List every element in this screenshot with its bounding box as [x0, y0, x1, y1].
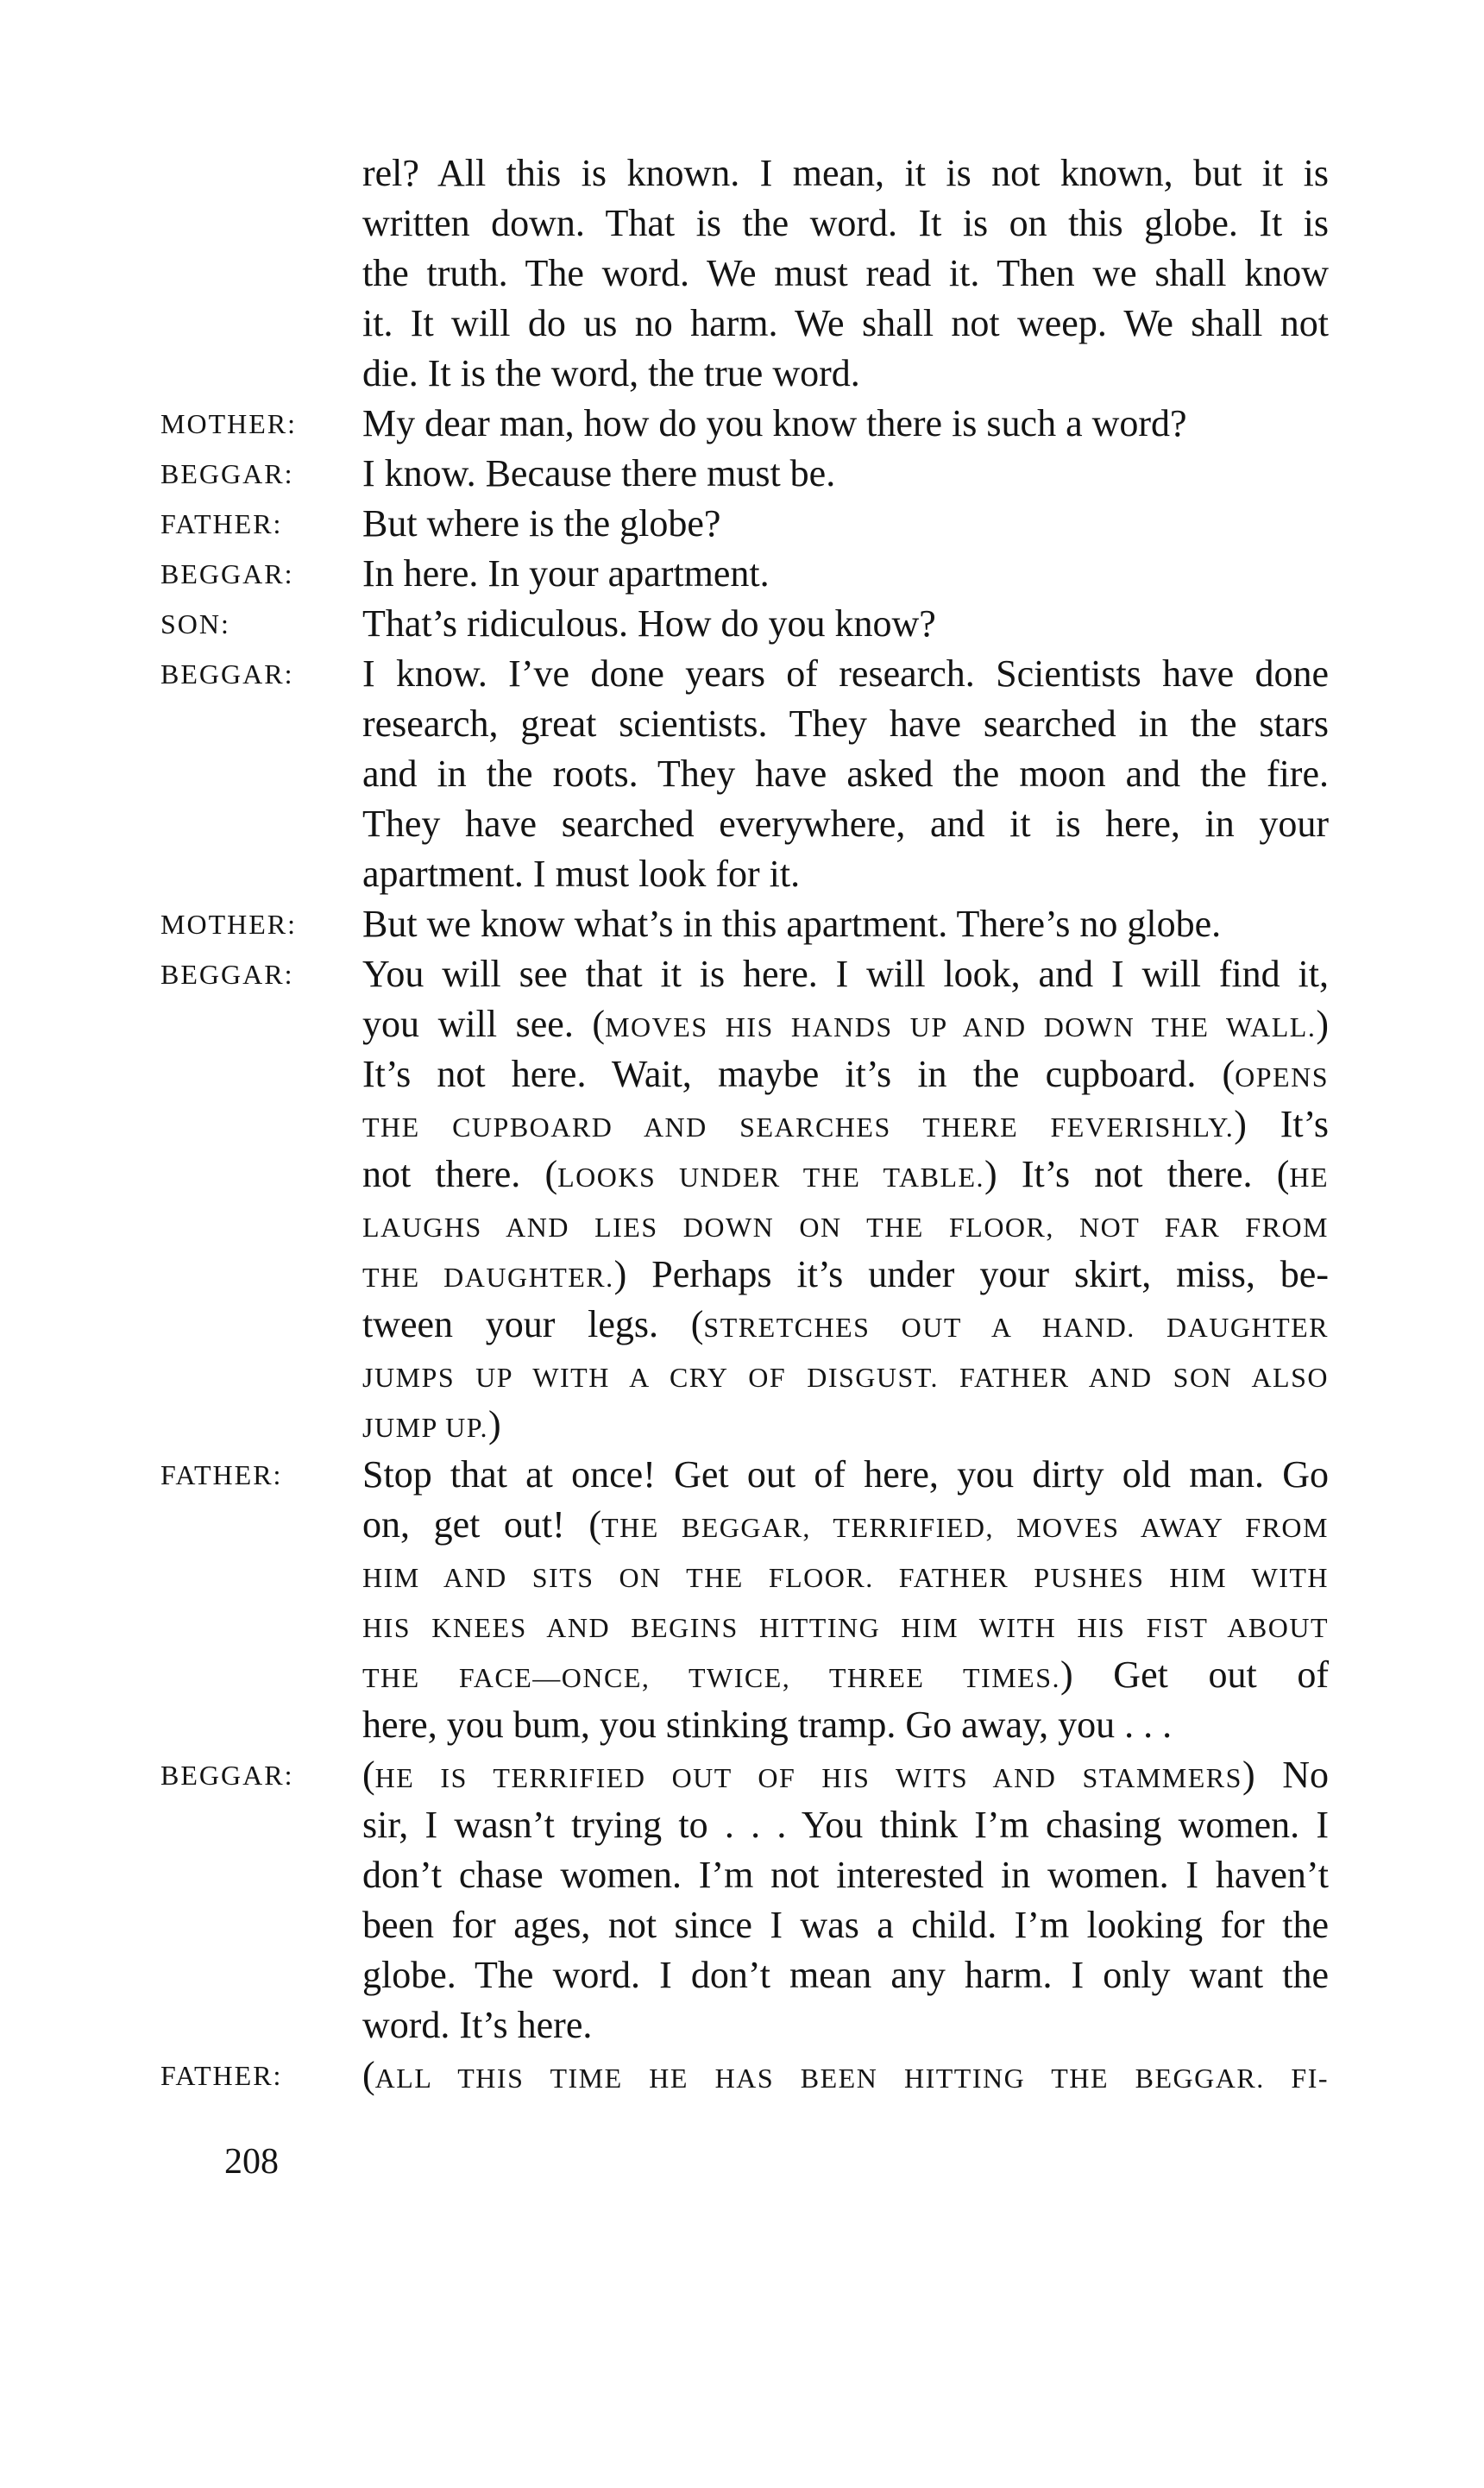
stage-direction: STRETCHES OUT A HAND. DAUGHTER: [703, 1312, 1330, 1343]
spoken-text: That’s ridiculous. How do you know?: [362, 602, 936, 645]
text-line: [362, 1850, 1329, 1900]
text-line: [362, 1950, 1329, 2000]
dialogue-block: [0, 2050, 1484, 2101]
dialogue-block: [0, 949, 1484, 1450]
text-line: [362, 549, 1329, 599]
spoken-text: don’t chase women. I’m not interested in women. I haven’t: [362, 1854, 1329, 1896]
text-line: [362, 1600, 1329, 1650]
stage-direction: LAUGHS AND LIES DOWN ON THE FLOOR, NOT FAR FROM: [362, 1212, 1329, 1243]
spoken-text: ) No: [1242, 1754, 1329, 1796]
dialogue-block: [0, 499, 1484, 549]
spoken-text: ): [1316, 1003, 1329, 1045]
spoken-text: I know. Because there must be.: [362, 452, 836, 494]
text-line: [362, 1250, 1329, 1300]
text-line: [362, 849, 1329, 899]
spoken-text: it. It will do us no harm. We shall not weep. We shall not: [362, 302, 1329, 344]
stage-direction: HE: [1289, 1162, 1329, 1193]
spoken-text: You will see that it is here. I will look, and I will find it,: [362, 953, 1329, 995]
text-line: [362, 148, 1329, 198]
dialogue-block: [0, 899, 1484, 949]
spoken-text: and in the roots. They have asked the moon and the fire.: [362, 753, 1329, 795]
spoken-text: on, get out! (: [362, 1503, 602, 1546]
spoken-text: I know. I’ve done years of research. Scientists have done: [362, 652, 1329, 695]
dialogue-block: [0, 549, 1484, 599]
stage-direction: JUMP UP.: [362, 1412, 488, 1443]
text-line: [362, 449, 1329, 499]
dialogue-text: [362, 148, 1329, 399]
text-line: [362, 599, 1329, 649]
speaker-name: MOTHER:: [160, 408, 297, 439]
text-line: [362, 1750, 1329, 1800]
dialogue-text: [362, 899, 1329, 949]
spoken-text: ) It’s not there. (: [984, 1153, 1290, 1195]
spoken-text: apartment. I must look for it.: [362, 853, 801, 895]
text-line: [362, 799, 1329, 849]
text-line: [362, 299, 1329, 349]
text-line: [362, 699, 1329, 749]
dialogue-block: [0, 449, 1484, 499]
dialogue-text: [362, 949, 1329, 1450]
text-line: [362, 1500, 1329, 1550]
text-line: [362, 198, 1329, 249]
spoken-text: you will see. (: [362, 1003, 606, 1045]
text-line: [362, 1200, 1329, 1250]
page-number: 208: [224, 2142, 279, 2182]
spoken-text: They have searched everywhere, and it is here, in your: [362, 803, 1329, 845]
stage-direction: JUMPS UP WITH A CRY OF DISGUST. FATHER AND SON ALSO: [362, 1362, 1329, 1393]
text-line: [362, 2050, 1329, 2101]
speaker-name: FATHER:: [160, 508, 283, 539]
dialogue-block: [0, 148, 1484, 399]
speaker-name: FATHER:: [160, 2060, 283, 2091]
spoken-text: But we know what’s in this apartment. There’s no globe.: [362, 903, 1222, 945]
spoken-text: (: [362, 2054, 375, 2096]
speaker-name: BEGGAR:: [160, 658, 294, 690]
stage-direction: HIM AND SITS ON THE FLOOR. FATHER PUSHES HIM WITH: [362, 1562, 1329, 1593]
spoken-text: ) Get out of: [1060, 1653, 1330, 1696]
text-line: [362, 749, 1329, 799]
spoken-text: die. It is the word, the true word.: [362, 352, 860, 394]
text-line: [362, 1049, 1329, 1099]
speaker-name: BEGGAR:: [160, 959, 294, 990]
stage-direction: MOVES HIS HANDS UP AND DOWN THE WALL.: [605, 1011, 1317, 1042]
spoken-text: tween your legs. (: [362, 1303, 704, 1345]
dialogue-block: [0, 1450, 1484, 1750]
spoken-text: written down. That is the word. It is on this globe. It is: [362, 202, 1329, 244]
spoken-text: not there. (: [362, 1153, 558, 1195]
play-script: [0, 148, 1484, 2101]
speaker-name: SON:: [160, 608, 230, 639]
spoken-text: rel? All this is known. I mean, it is not known, but it is: [362, 152, 1329, 194]
spoken-text: here, you bum, you stinking tramp. Go away, you . . .: [362, 1704, 1173, 1746]
text-line: [362, 499, 1329, 549]
dialogue-text: [362, 1450, 1329, 1750]
text-line: [362, 249, 1329, 299]
stage-direction: LOOKS UNDER THE TABLE.: [557, 1162, 985, 1193]
text-line: [362, 1400, 1329, 1450]
text-line: [362, 1150, 1329, 1200]
dialogue-text: [362, 649, 1329, 899]
dialogue-text: [362, 2050, 1329, 2101]
spoken-text: But where is the globe?: [362, 502, 721, 545]
text-line: [362, 899, 1329, 949]
stage-direction: THE BEGGAR, TERRIFIED, MOVES AWAY FROM: [601, 1512, 1329, 1543]
text-line: [362, 999, 1329, 1049]
spoken-text: research, great scientists. They have searched in the stars: [362, 702, 1329, 745]
dialogue-block: [0, 599, 1484, 649]
spoken-text: ) It’s: [1234, 1103, 1329, 1145]
text-line: [362, 1900, 1329, 1950]
spoken-text: ): [487, 1403, 501, 1446]
spoken-text: the truth. The word. We must read it. Then we shall know: [362, 252, 1329, 294]
text-line: [362, 349, 1329, 399]
text-line: [362, 1800, 1329, 1850]
speaker-name: BEGGAR:: [160, 458, 294, 489]
stage-direction: HIS KNEES AND BEGINS HITTING HIM WITH HIS FIST ABOUT: [362, 1612, 1329, 1643]
spoken-text: globe. The word. I don’t mean any harm. I only want the: [362, 1954, 1329, 1996]
speaker-name: MOTHER:: [160, 909, 297, 940]
spoken-text: ) Perhaps it’s under your skirt, miss, be-: [613, 1253, 1329, 1295]
spoken-text: sir, I wasn’t trying to . . . You think I’m chasing women. I: [362, 1804, 1329, 1846]
text-line: [362, 649, 1329, 699]
speaker-name: BEGGAR:: [160, 1760, 294, 1791]
speaker-name: FATHER:: [160, 1459, 283, 1490]
text-line: [362, 1300, 1329, 1350]
dialogue-text: [362, 399, 1329, 449]
dialogue-text: [362, 549, 1329, 599]
stage-direction: THE DAUGHTER.: [362, 1262, 614, 1293]
speaker-name: BEGGAR:: [160, 558, 294, 589]
text-line: [362, 2000, 1329, 2050]
spoken-text: My dear man, how do you know there is such a word?: [362, 402, 1187, 444]
text-line: [362, 1350, 1329, 1400]
dialogue-block: [0, 649, 1484, 899]
spoken-text: been for ages, not since I was a child. I’m looking for the: [362, 1904, 1329, 1946]
text-line: [362, 1550, 1329, 1600]
spoken-text: It’s not here. Wait, maybe it’s in the cupboard. (: [362, 1053, 1236, 1095]
stage-direction: THE FACE—ONCE, TWICE, THREE TIMES.: [362, 1662, 1060, 1693]
dialogue-text: [362, 499, 1329, 549]
stage-direction: ALL THIS TIME HE HAS BEEN HITTING THE BEGGAR. FI-: [374, 2063, 1329, 2094]
dialogue-text: [362, 449, 1329, 499]
spoken-text: In here. In your apartment.: [362, 552, 770, 595]
text-line: [362, 1700, 1329, 1750]
spoken-text: Stop that at once! Get out of here, you dirty old man. Go: [362, 1453, 1329, 1496]
dialogue-text: [362, 1750, 1329, 2050]
text-line: [362, 949, 1329, 999]
spoken-text: (: [362, 1754, 375, 1796]
dialogue-block: [0, 1750, 1484, 2050]
dialogue-block: [0, 399, 1484, 449]
text-line: [362, 1450, 1329, 1500]
dialogue-text: [362, 599, 1329, 649]
stage-direction: THE CUPBOARD AND SEARCHES THERE FEVERISHLY.: [362, 1112, 1235, 1143]
text-line: [362, 399, 1329, 449]
spoken-text: word. It’s here.: [362, 2004, 593, 2046]
stage-direction: HE IS TERRIFIED OUT OF HIS WITS AND STAMMERS: [374, 1762, 1242, 1793]
text-line: [362, 1099, 1329, 1150]
stage-direction: OPENS: [1235, 1061, 1329, 1093]
text-line: [362, 1650, 1329, 1700]
